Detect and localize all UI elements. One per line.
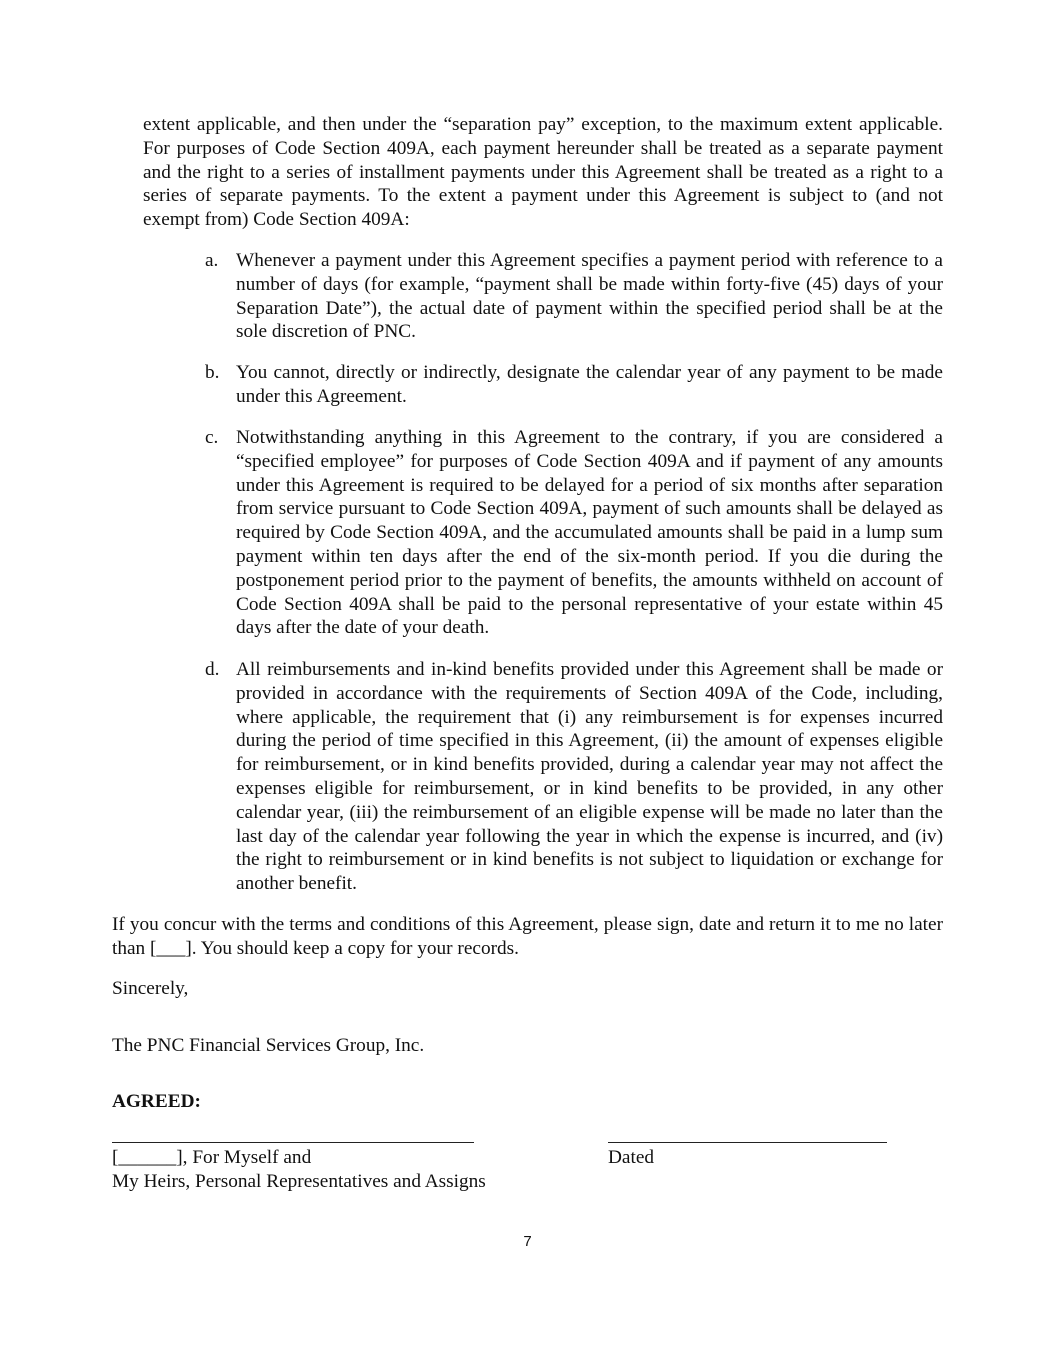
list-text: You cannot, directly or indirectly, designate the calendar year of any payment to be made under this Agreement. [236,362,943,407]
list-text: Whenever a payment under this Agreement specifies a payment period with reference to a number of days (for example, “payment shall be made within forty-five (45) days of your Separation Date”), the actual date of payment within the specified period shall be at the sole discretion of PNC. [236,250,943,343]
list-label: b. [205,362,220,383]
list-item-c [205,426,943,640]
company-name: The PNC Financial Services Group, Inc. [112,1035,425,1056]
list-label: a. [205,250,219,271]
signature-label: [______], For Myself and [112,1147,312,1168]
signature-label-continued: My Heirs, Personal Representatives and Assigns [112,1171,486,1192]
list-text: All reimbursements and in-kind benefits provided under this Agreement shall be made or provided in accordance with the requirements of Section 409A of the Code, including, where applicable, the requirement that (i) any reimbursement is for expenses incurred during the period of time specified in this Agreement, (ii) the amount of expenses eligible for reimbursement, or in kind benefits provided, during a calendar year may not affect the expenses eligible for reimbursement, or in kind benefits to be provided, in any other calendar year, (iii) the reimbursement of an eligible expense will be made no later than the last day of the calendar year following the year in which the expense is incurred, and (iv) the right to reimbursement or in kind benefits is not subject to liquidation or exchange for another benefit. [236,659,943,895]
sincerely-text: Sincerely, [112,978,189,999]
list-label: d. [205,659,220,680]
dated-label: Dated [608,1147,655,1168]
signature-line [112,1142,474,1143]
list-item-d [205,658,943,896]
date-line [608,1142,887,1143]
closing-paragraph: If you concur with the terms and conditions of this Agreement, please sign, date and return it to me no later than [___]. You should keep a copy for your records. [112,914,943,959]
list-label: c. [205,427,219,448]
list-item-a [205,249,943,344]
intro-paragraph: extent applicable, and then under the “separation pay” exception, to the maximum extent applicable. For purposes of Code Section 409A, each payment hereunder shall be treated as a separate payment and the right to a series of installment payments under this Agreement shall be treated as a right to a series of separate payments. To the extent a payment under this Agreement is subject to (and not exempt from) Code Section 409A: [143,114,943,231]
agreed-heading: AGREED: [112,1091,201,1112]
list-item-b [205,361,943,409]
page-number: 7 [523,1233,532,1250]
list-text: Notwithstanding anything in this Agreement to the contrary, if you are considered a “specified employee” for purposes of Code Section 409A and if payment of any amounts under this Agreement is required to be delayed for a period of six months after separation from service pursuant to Code Section 409A, payment of such amounts shall be delayed as required by Code Section 409A, and the accumulated amounts shall be paid in a lump sum payment within ten days after the end of the six-month period. If you die during the postponement period prior to the payment of benefits, the amounts withheld on account of Code Section 409A shall be paid to the personal representative of your estate within 45 days after the date of your death. [236,427,943,639]
